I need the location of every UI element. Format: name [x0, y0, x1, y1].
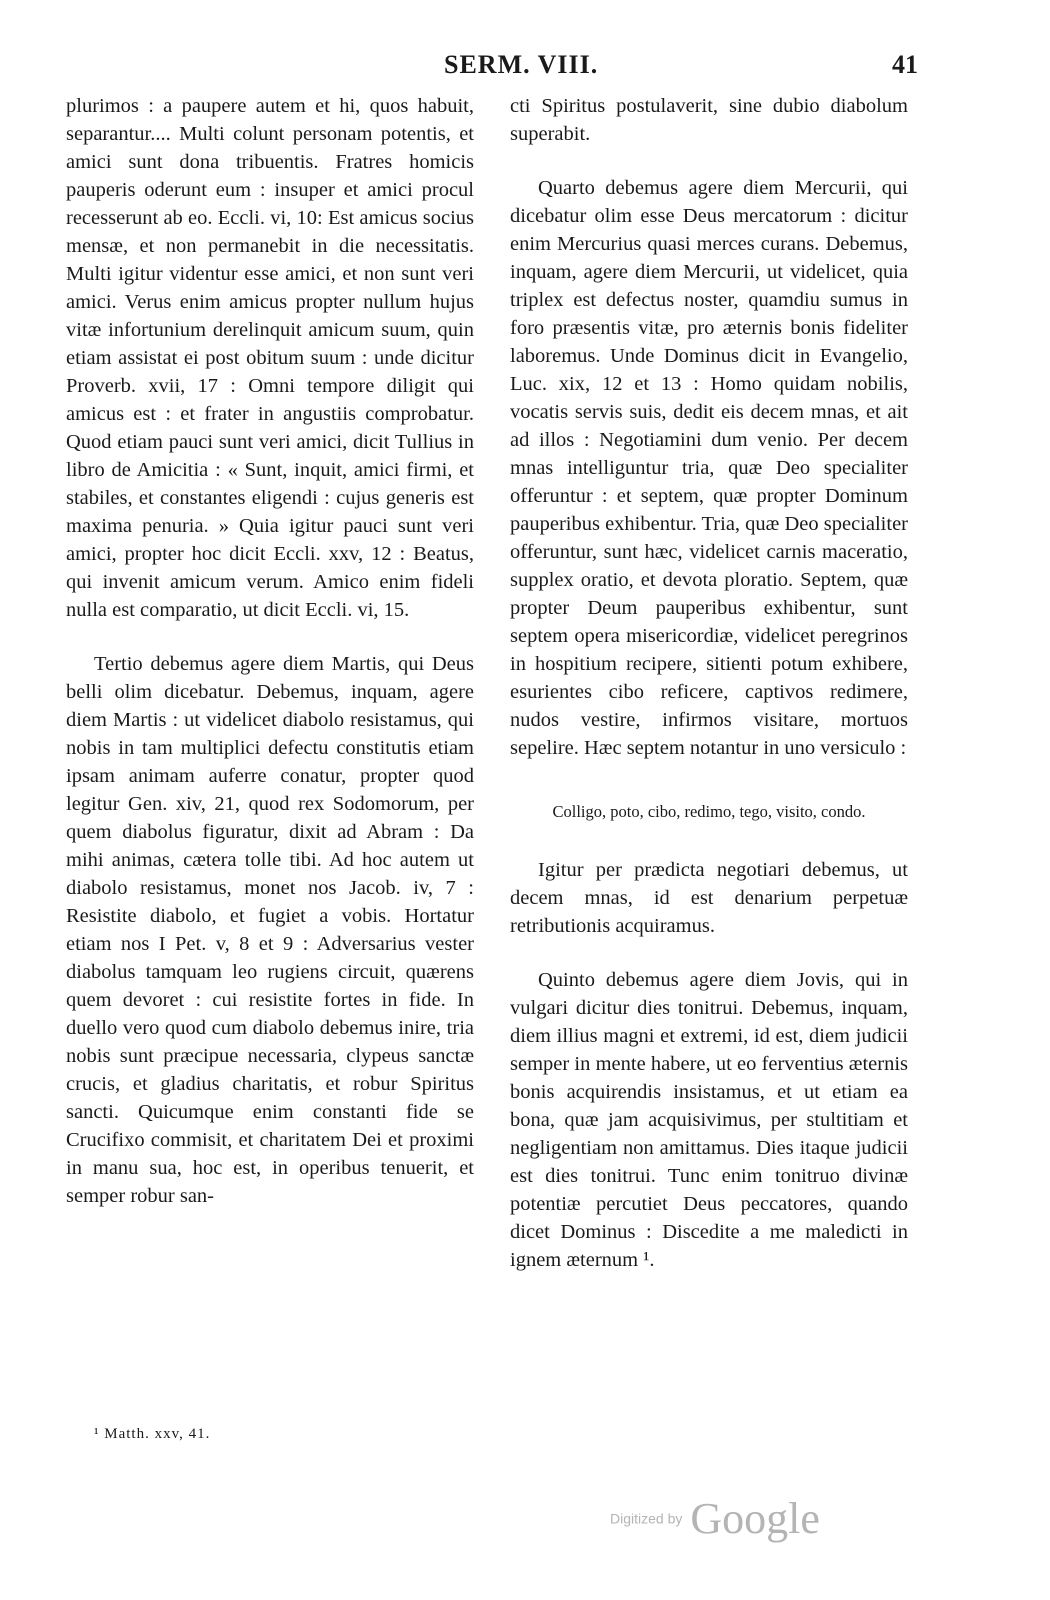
paragraph-tertio: Tertio debemus agere diem Martis, qui Deus belli olim dicebatur. Debemus, inquam, agere diem Martis : ut videlicet diabolo resistamus, qui nobis in tam multiplici defectu constitutis etiam ipsam animam auferre conatur, propter quod legitur Gen. xiv, 21, quod rex Sodomorum, per quem diabolus figuratur, dixit ad Abram : Da mihi animas, cætera tolle tibi. Ad hoc autem ut diabolo resistamus, monet nos Jacob. iv, 7 : Resistite diabolo, et fugiet a vobis. Hortatur etiam nos I Pet. v, 8 et 9 : Adversarius vester diabolus tamquam leo rugiens circuit, quærens quem devoret : cui resistite fortes in fide. In duello vero quod cum diabolo debemus inire, tria nobis sunt præcipue necessaria, clypeus sanctæ crucis, et gladius charitatis, et robur Spiritus sancti. Quicumque enim constanti fide se Crucifixo commisit, et charitatem Dei et proximi in manu sua, hoc est, in operibus tenuerit, et semper robur san-: [66, 653, 474, 1207]
running-title: SERM. VIII.: [444, 50, 599, 79]
right-column: [510, 92, 908, 1274]
digitized-watermark: [610, 1493, 820, 1544]
footnote: ¹ Matth. xxv, 41.: [94, 1426, 211, 1442]
paragraph-continuation-right: cti Spiritus postulaverit, sine dubio diabolum superabit.: [510, 95, 908, 145]
paragraph-quarto: Quarto debemus agere diem Mercurii, qui dicebatur olim esse Deus mercatorum : dicitur enim Mercurius quasi merces curans. Debemus, inquam, agere diem Mercurii, ut videlicet, quia triplex est defectus noster, quamdiu sumus in foro præsentis vitæ, pro æternis bonis fideliter laboremus. Unde Dominus dicit in Evangelio, Luc. xix, 12 et 13 : Homo quidam nobilis, vocatis servis suis, dedit eis decem mnas, et ait ad illos : Negotiamini dum venio. Per decem mnas intelliguntur tria, quæ Deo specialiter offeruntur : et septem, quæ propter Dominum pauperibus exhibentur. Tria, quæ Deo specialiter offeruntur, sunt hæc, videlicet carnis maceratio, supplex oratio, et devota ploratio. Septem, quæ propter Deum pauperibus exhibentur, sunt septem opera misericordiæ, videlicet peregrinos in hospitium recipere, sitienti potum exhibere, esurientes cibo reficere, captivos redimere, nudos vestire, infirmos visitare, mortuos sepelire. Hæc septem notantur in uno versiculo :: [510, 177, 908, 759]
running-head: [0, 50, 1050, 90]
left-column: [66, 92, 474, 1210]
page-number: 41: [892, 50, 918, 79]
verse-line: Colligo, poto, cibo, redimo, tego, visito, condo.: [552, 802, 866, 821]
paragraph-quinto: Quinto debemus agere diem Jovis, qui in vulgari dicitur dies tonitrui. Debemus, inquam, diem illius magni et extremi, id est, diem judicii semper in mente habere, ut eo ferventius æternis bonis acquirendis insistamus, et ut etiam ea bona, quæ jam acquisivimus, per stultitiam et negligentiam non amittamus. Dies itaque judicii est dies tonitrui. Tunc enim tonitruo divinæ potentiæ percutiet Deus peccatores, quando dicet Dominus : Discedite a me maledicti in ignem æternum ¹.: [510, 969, 908, 1271]
paragraph-continuation: plurimos : a paupere autem et hi, quos habuit, separantur.... Multi colunt personam potentis, et amici sunt dona tribuentis. Fratres homicis pauperis oderunt eum : insuper et amici procul recesserunt ab eo. Eccli. vi, 10: Est amicus socius mensæ, et non permanebit in die necessitatis. Multi igitur videntur esse amici, et non sunt veri amici. Verus enim amicus propter nullum hujus vitæ infortunium derelinquit amicum suum, quin etiam assistat ei post obitum suum : unde dicitur Proverb. xvii, 17 : Omni tempore diligit qui amicus est : et frater in angustiis comprobatur. Quod etiam pauci sunt veri amici, dicit Tullius in libro de Amicitia : « Sunt, inquit, amici firmi, et stabiles, et constantes eligendi : cujus generis est maxima penuria. » Quia igitur pauci sunt veri amici, propter hoc dicit Eccli. xxv, 12 : Beatus, qui invenit amicum verum. Amico enim fideli nulla est comparatio, ut dicit Eccli. vi, 15.: [66, 95, 474, 621]
google-logo: Google: [690, 1494, 820, 1543]
paragraph-igitur: Igitur per prædicta negotiari debemus, ut decem mnas, id est denarium perpetuæ retributionis acquiramus.: [510, 859, 908, 937]
watermark-prefix: Digitized by: [610, 1510, 683, 1527]
